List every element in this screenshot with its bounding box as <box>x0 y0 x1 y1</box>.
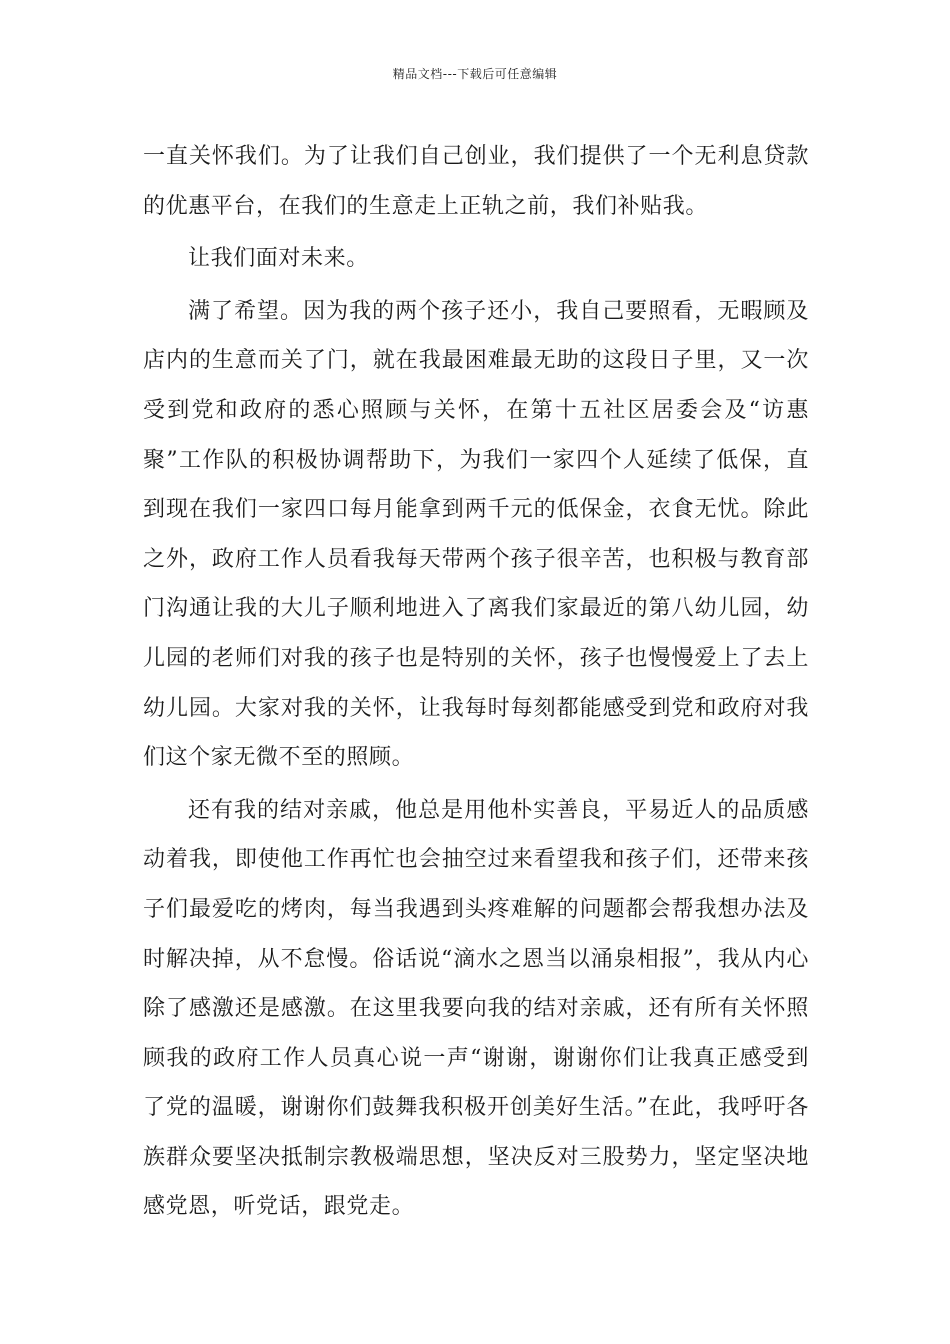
running-header: 精品文档---下载后可任意编辑 <box>392 67 558 81</box>
document-body <box>143 132 809 1232</box>
paragraph-2: 让我们面对未来。 <box>188 246 369 272</box>
paragraph-1: 一直关怀我们。为了让我们自己创业，我们提供了一个无利息贷款的优惠平台，在我们的生意走上正轨之前，我们补贴我。 <box>143 144 809 219</box>
paragraph-3: 满了希望。因为我的两个孩子还小，我自己要照看，无暇顾及店内的生意而关了门，就在我最困难最无助的这段日子里，又一次受到党和政府的悉心照顾与关怀，在第十五社区居委会及“访惠聚”工作队的积极协调帮助下，为我们一家四个人延续了低保，直到现在我们一家四口每月能拿到两千元的低保金，衣食无忧。除此之外，政府工作人员看我每天带两个孩子很辛苦，也积极与教育部门沟通让我的大儿子顺利地进入了离我们家最近的第八幼儿园，幼儿园的老师们对我的孩子也是特别的关怀，孩子也慢慢爱上了去上幼儿园。大家对我的关怀，让我每时每刻都能感受到党和政府对我们这个家无微不至的照顾。 <box>143 298 809 771</box>
paragraph-4: 还有我的结对亲戚，他总是用他朴实善良，平易近人的品质感动着我，即使他工作再忙也会抽空过来看望我和孩子们，还带来孩子们最爱吃的烤肉，每当我遇到头疼难解的问题都会帮我想办法及时解决掉，从不怠慢。俗话说“滴水之恩当以涌泉相报”，我从内心除了感激还是感激。在这里我要向我的结对亲戚，还有所有关怀照顾我的政府工作人员真心说一声“谢谢，谢谢你们让我真正感受到了党的温暖，谢谢你们鼓舞我积极开创美好生活。”在此，我呼吁各族群众要坚决抵制宗教极端思想，坚决反对三股势力，坚定坚决地感党恩，听党话，跟党走。 <box>143 797 809 1220</box>
